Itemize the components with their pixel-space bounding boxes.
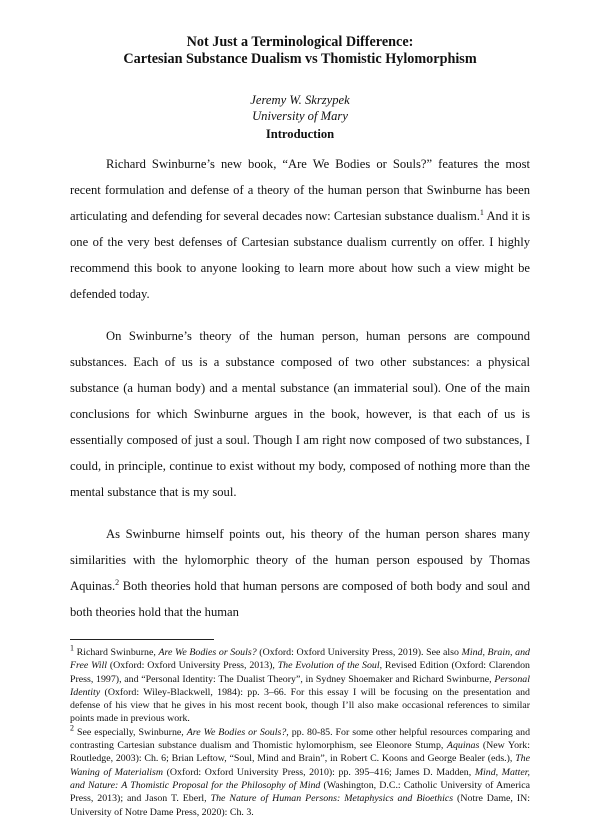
footnote-text: , pp. 80-85. For some other helpful resources comparing and contrasting Cartesian substance dualism and Thomistic hylomorphism, see Eleonore Stump,: [70, 726, 531, 752]
footnote-text: See especially, Swinburne,: [74, 726, 187, 738]
footnote-text: , Revised Edition (Oxford: Clarendon Press, 1997), and “Personal Identity: The Dualist Theory”, in Sydney Shoemaker and Richard Swinburne,: [70, 660, 530, 685]
footnote-text: (Washington, D.C.: Catholic University of America Press, 2013); and Jason T. Eberl,: [70, 779, 530, 805]
footnote-text: Richard Swinburne,: [74, 647, 159, 658]
main-flow: [70, 151, 530, 819]
body-text: [70, 151, 530, 625]
footnote-title-italic: Are We Bodies or Souls?: [186, 726, 287, 738]
footnote-title-italic: The Evolution of the Soul: [277, 660, 380, 672]
footnote-text: (Oxford: Oxford University Press, 2010): pp. 395–416; James D. Madden,: [163, 766, 475, 778]
footnote-title-italic: Are We Bodies or Souls?: [158, 647, 257, 658]
footnote-number: 1: [70, 643, 74, 653]
footnote-ref[interactable]: 1: [479, 207, 484, 217]
footnote-text: (Oxford: Oxford University Press, 2019). See also: [256, 647, 462, 658]
footnote-divider: [70, 639, 214, 640]
footnotes: [70, 643, 531, 819]
footnote-text: (Oxford: Oxford University Press, 2013),: [107, 660, 278, 672]
author-affiliation: University of Mary: [252, 109, 348, 123]
paragraph-text: Both theories hold that human persons are composed of both body and soul and both theories hold that the human: [70, 579, 530, 619]
footnote: [70, 723, 531, 819]
footnote-text: (Oxford: Wiley-Blackwell, 1984): pp. 3–66. For this essay I will be focusing on the presentation and defense of his view that he gives in his most recent book, though I’ll also make occasional references to similar points made in previous work.: [70, 686, 530, 725]
footnote-title-italic: The Nature of Human Persons: Metaphysics and Bioethics: [210, 793, 454, 805]
paragraph-text: And it is one of the very best defenses of Cartesian substance dualism currently on offer. I highly recommend this book to anyone looking to learn more about how such a view might be defended today.: [70, 209, 530, 301]
paragraph-text: Richard Swinburne’s new book, “Are We Bodies or Souls?” features the most recent formulation and defense of a theory of the human person that Swinburne has been articulating and defending for several decades now: Cartesian substance dualism.: [70, 157, 530, 223]
footnote-text: (Notre Dame, IN: University of Notre Dame Press, 2020): Ch. 3.: [70, 793, 530, 818]
footnote-title-italic: The Waning of Materialism: [70, 753, 530, 778]
footnote-ref[interactable]: 2: [115, 577, 120, 587]
paper-title: [70, 34, 530, 68]
footnote-title-italic: Personal Identity: [70, 673, 530, 698]
footnote-text: (New York: Routledge, 2003): Ch. 6; Brian Leftow, “Soul, Mind and Brain”, in Robert C. Koons and George Bealer (eds.),: [70, 740, 530, 765]
footnote-title-italic: Aquinas: [446, 740, 480, 752]
footnote-title-italic: Mind, Matter, and Nature: A Thomistic Proposal for the Philosophy of Mind: [70, 766, 531, 791]
author-block: [70, 92, 530, 124]
paragraph: [70, 151, 530, 307]
author-name: Jeremy W. Skrzypek: [250, 93, 350, 107]
title-line-2: Cartesian Substance Dualism vs Thomistic Hylomorphism: [123, 51, 477, 67]
paragraph: [70, 521, 530, 625]
footnote-title-italic: Mind, Brain, and Free Will: [70, 647, 530, 672]
paragraph: [70, 323, 530, 505]
section-heading: Introduction: [265, 127, 335, 141]
title-line-1: Not Just a Terminological Difference:: [186, 34, 414, 50]
paragraph-text: As Swinburne himself points out, his theory of the human person shares many similarities with the hylomorphic theory of the human person espoused by Thomas Aquinas.: [70, 527, 530, 593]
paragraph-text: On Swinburne’s theory of the human person, human persons are compound substances. Each of us is a substance composed of two other substances: a physical substance (a human body) and a mental substance (an immaterial soul). One of the main conclusions for which Swinburne argues in the book, however, is that each of us is essentially composed of just a soul. Though I am right now composed of two substances, I could, in principle, continue to exist without my body, composed of nothing more than the mental substance that is my soul.: [70, 329, 530, 499]
footnote: [70, 643, 530, 726]
footnote-number: 2: [70, 723, 74, 733]
